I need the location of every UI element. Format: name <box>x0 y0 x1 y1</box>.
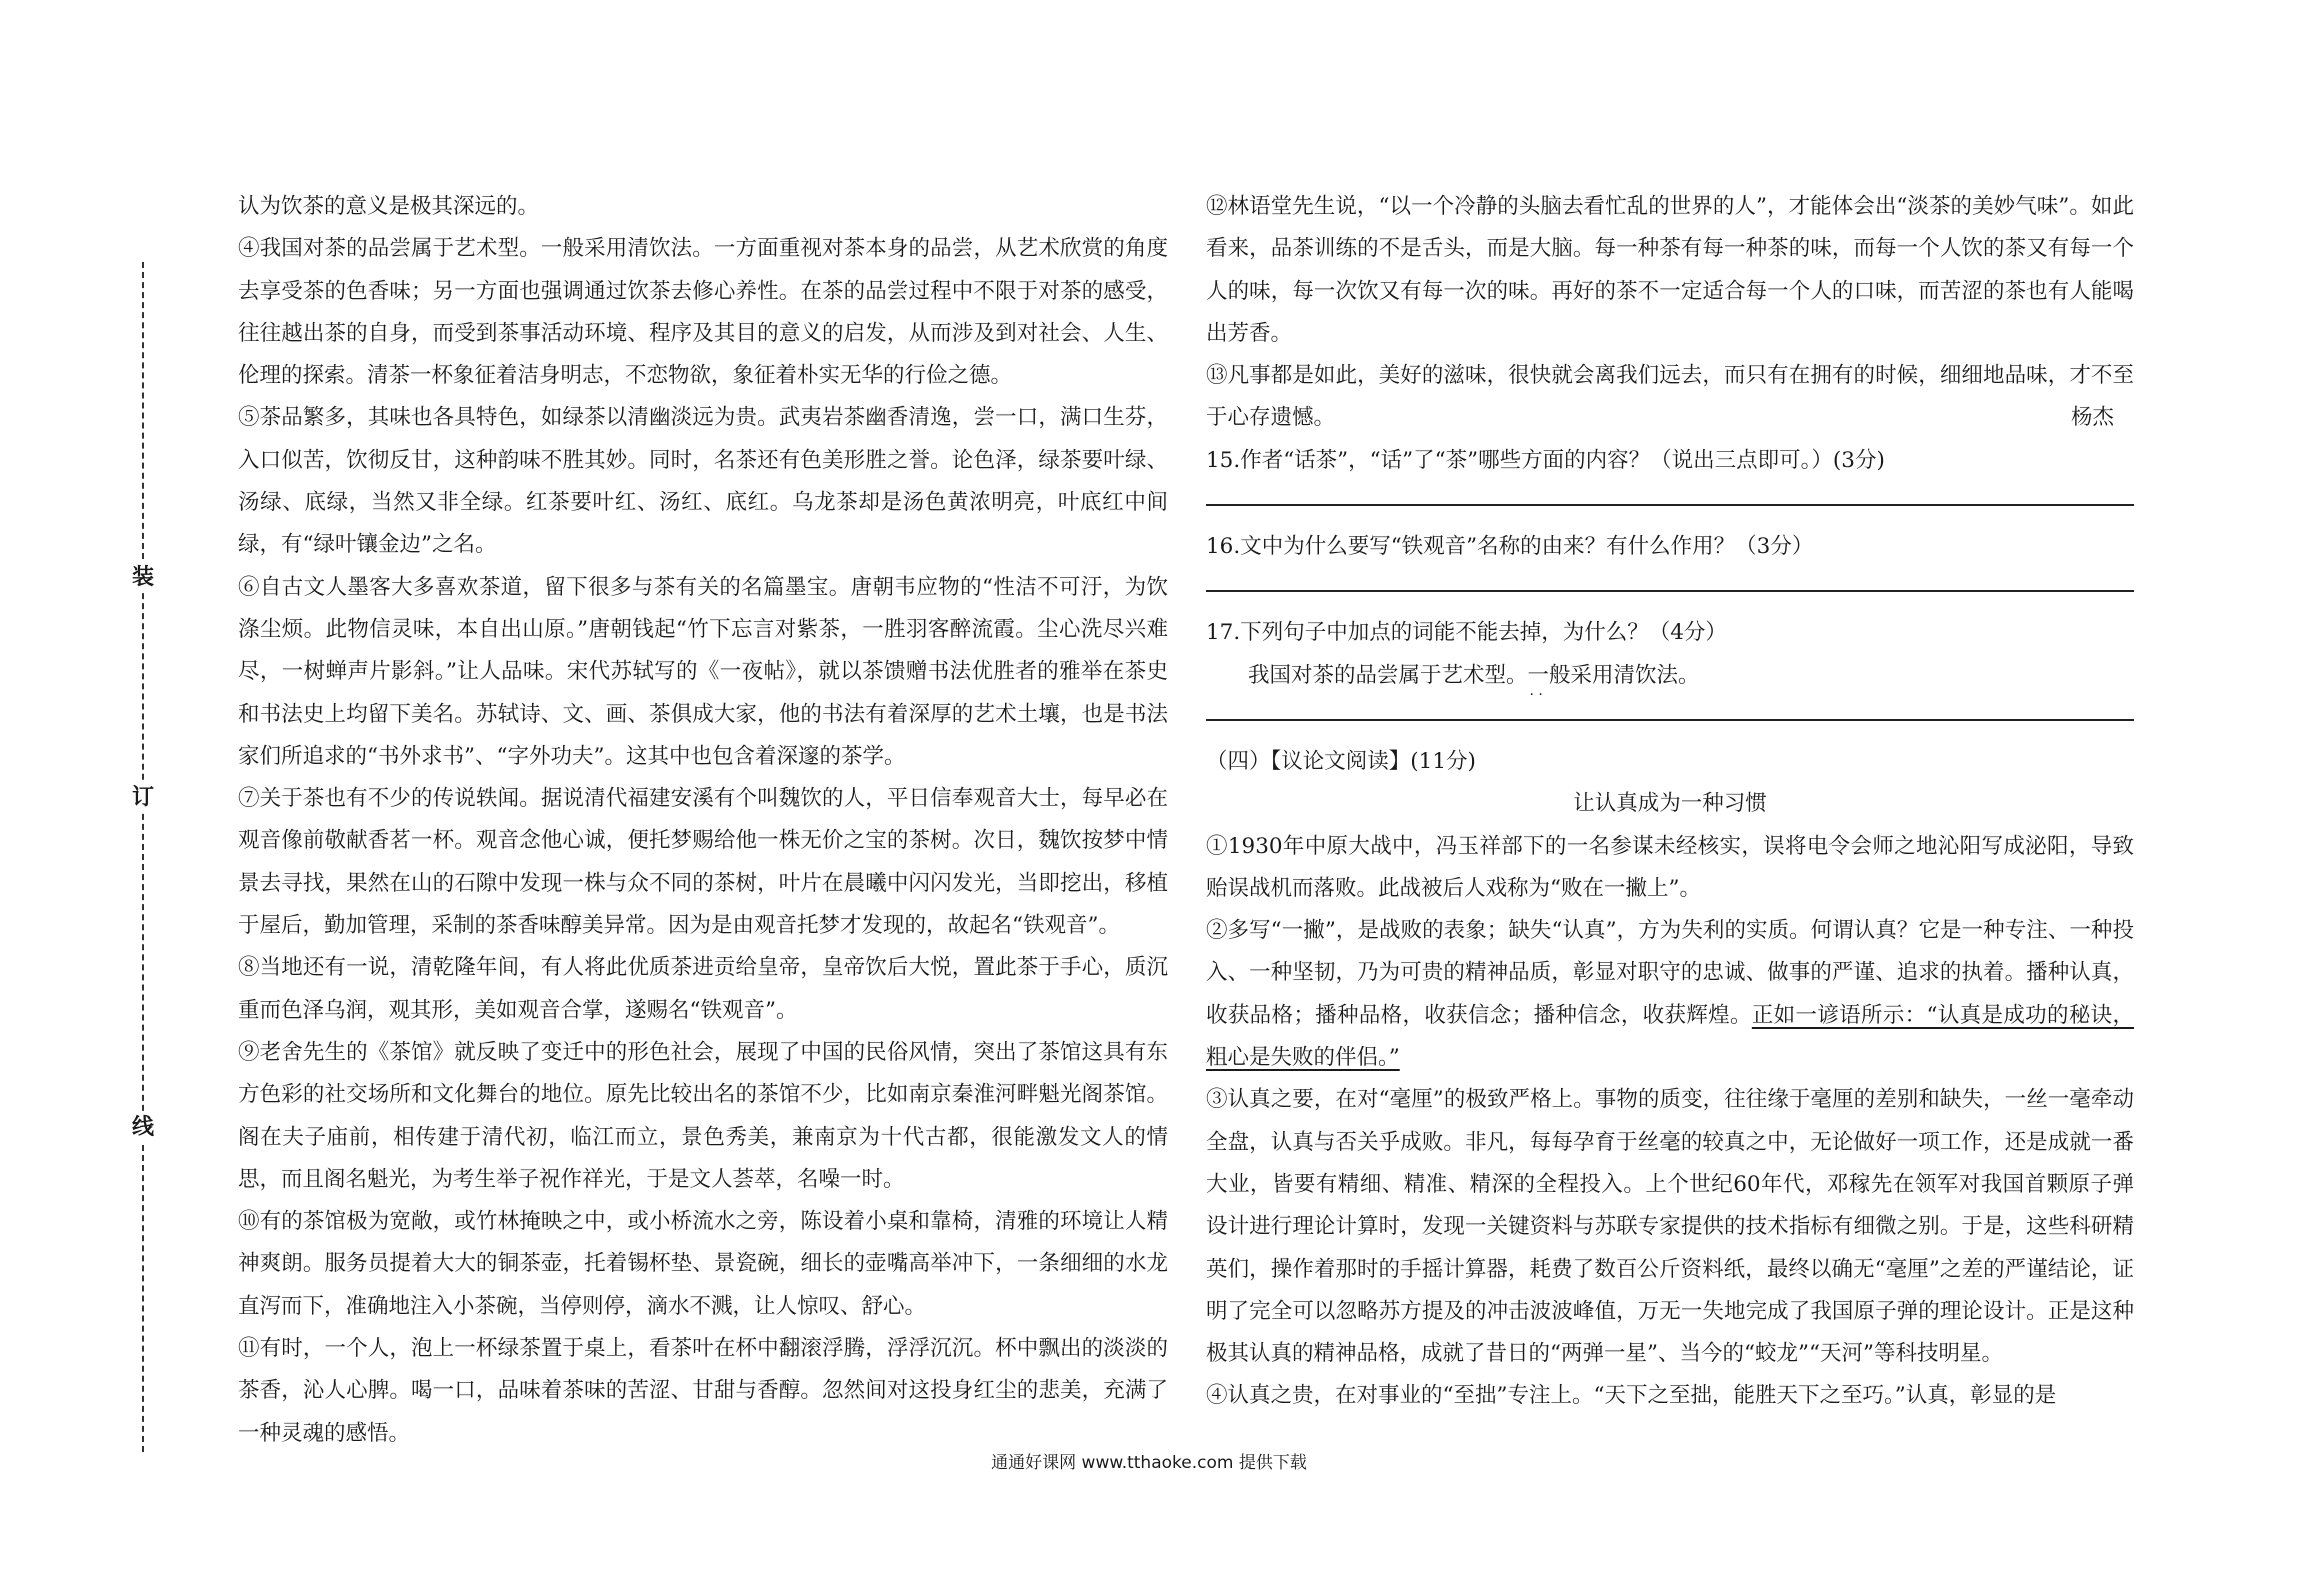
question-16: 16.文中为什么要写“铁观音”名称的由来？有什么作用？（3分） <box>1206 534 1814 560</box>
binding-margin <box>128 262 158 1452</box>
paragraph-12: ⑫林语堂先生说，“以一个冷静的头脑去看忙乱的世界的人”，才能体会出“淡茶的美妙气味”。如此看来，品茶训练的不是舌头，而是大脑。每一种茶有每一种茶的味，而每一个人饮的茶又有每一个人的味，每一次饮又有每一次的味。再好的茶不一定适合每一个人的口味，而苦涩的茶也有人能喝出芳香。 <box>1206 194 2134 346</box>
essay-title: 让认真成为一种习惯 <box>1573 791 1767 817</box>
left-paragraph: ⑨老舍先生的《茶馆》就反映了变迁中的形色社会，展现了中国的民俗风情，突出了茶馆这具有东方色彩的社交场所和文化舞台的地位。原先比较出名的茶馆不少，比如南京秦淮河畔魁光阁茶馆。阁在夫子庙前，相传建于清代初，临江而立，景色秀美，兼南京为十代古都，很能激发文人的情思，而且阁名魁光，为考生举子祝作祥光，于是文人荟萃，名噪一时。 <box>238 1039 1168 1192</box>
binding-mark-xian: 线 <box>128 1112 158 1142</box>
question-17-sentence-b: 采用清饮法。 <box>1570 662 1700 688</box>
left-paragraph: ④我国对茶的品尝属于艺术型。一般采用清饮法。一方面重视对茶本身的品尝，从艺术欣赏的角度去享受茶的色香味；另一方面也强调通过饮茶去修心养性。在茶的品尝过程中不限于对茶的感受，往往越出茶的自身，而受到茶事活动环境、程序及其目的意义的启发，从而涉及到对社会、人生、伦理的探索。清茶一杯象征着洁身明志，不恋物欲，象征着朴实无华的行俭之德。 <box>238 236 1168 389</box>
left-paragraph: ⑥自古文人墨客大多喜欢茶道，留下很多与茶有关的名篇墨宝。唐朝韦应物的“性洁不可汙，为饮涤尘烦。此物信灵味，本自出山原。”唐朝钱起“竹下忘言对紫茶，一胜羽客醉流霞。尘心洗尽兴难尽，一树蝉声片影斜。”让人品味。宋代苏轼写的《一夜帖》，就以茶馈赠书法优胜者的雅举在茶史和书法史上均留下美名。苏轼诗、文、画、茶俱成大家，他的书法有着深厚的艺术土壤，也是书法家们所追求的“书外求书”、“字外功夫”。这其中也包含着深邃的茶学。 <box>238 574 1168 769</box>
underlined-proverb: 正如一谚语所示：“认真是成功的秘诀，粗心是失败的伴侣。” <box>1206 1002 2134 1071</box>
left-column <box>238 186 1168 1455</box>
left-paragraph: ⑦关于茶也有不少的传说轶闻。据说清代福建安溪有个叫魏饮的人，平日信奉观音大士，每早必在观音像前敬献香茗一杯。观音念他心诚，便托梦赐给他一株无价之宝的茶树。次日，魏饮按梦中情景去寻找，果然在山的石隙中发现一株与众不同的茶树，叶片在晨曦中闪闪发光，当即挖出，移植于屋后，勤加管理，采制的茶香味醇美异常。因为是由观音托梦才发现的，故起名“铁观音”。 <box>238 786 1168 939</box>
question-17-sentence-a: 我国对茶的品尝属于艺术型。 <box>1248 662 1528 688</box>
essay-paragraph-4: ④认真之贵，在对事业的“至拙”专注上。“天下之至拙，能胜天下之至巧。”认真，彰显的是 <box>1206 1383 2057 1409</box>
essay-paragraph-1: ①1930年中原大战中，冯玉祥部下的一名参谋未经核实，误将电令会师之地沁阳写成泌阳，导致贻误战机而落败。此战被后人戏称为“败在一撇上”。 <box>1206 833 2134 901</box>
answer-line-15[interactable] <box>1206 482 2134 506</box>
essay-paragraph-3: ③认真之要，在对“毫厘”的极致严格上。事物的质变，往往缘于毫厘的差别和缺失，一丝一毫牵动全盘，认真与否关乎成败。非凡，每每孕育于丝毫的较真之中，无论做好一项工作，还是成就一番大业，皆要有精细、精准、精深的全程投入。上个世纪60年代，邓稼先在领军对我国首颗原子弹设计进行理论计算时，发现一关键资料与苏联专家提供的技术指标有细微之别。于是，这些科研精英们，操作着那时的手摇计算器，耗费了数百公斤资料纸，最终以确无“毫厘”之差的严谨结论，证明了完全可以忽略苏方提及的冲击波波峰值，万无一失地完成了我国原子弹的理论设计。正是这种极其认真的精神品格，成就了昔日的“两弹一星”、当今的“蛟龙”“天河”等科技明星。 <box>1206 1087 2134 1367</box>
section-heading: （四）【议论文阅读】(11分) <box>1206 748 1476 774</box>
answer-line-16[interactable] <box>1206 568 2134 592</box>
question-17: 17.下列句子中加点的词能不能去掉，为什么？（4分） <box>1206 620 1727 646</box>
binding-mark-ding: 订 <box>128 782 158 812</box>
left-paragraph: ⑧当地还有一说，清乾隆年间，有人将此优质茶进贡给皇帝，皇帝饮后大悦，置此茶于手心，质沉重而色泽乌润，观其形，美如观音合掌，遂赐名“铁观音”。 <box>238 955 1168 1023</box>
footer-credit: 通通好课网 www.tthaoke.com 提供下载 <box>991 1453 1307 1473</box>
binding-dashed-line <box>142 262 144 1452</box>
essay-paragraph-2 <box>1206 910 2134 1079</box>
question-15: 15.作者“话茶”，“话”了“茶”哪些方面的内容？（说出三点即可。）(3分) <box>1206 447 1885 473</box>
paragraph-13-text: ⑬凡事都是如此，美好的滋味，很快就会离我们远去，而只有在拥有的时候，细细地品味，才不至于心存遗憾。 <box>1206 363 2134 431</box>
right-column <box>1206 186 2134 1418</box>
left-paragraph: ⑤茶品繁多，其味也各具特色，如绿茶以清幽淡远为贵。武夷岩茶幽香清逸，尝一口，满口生芬，入口似苦，饮彻反甘，这种韵味不胜其妙。同时，名茶还有色美形胜之誉。论色泽，绿茶要叶绿、汤绿、底绿，当然又非全绿。红茶要叶红、汤红、底红。乌龙茶却是汤色黄浓明亮，叶底红中间绿，有“绿叶镶金边”之名。 <box>238 405 1168 558</box>
left-paragraph: ⑪有时，一个人，泡上一杯绿茶置于桌上，看茶叶在杯中翻滚浮腾，浮浮沉沉。杯中飘出的淡淡的茶香，沁人心脾。喝一口，品味着茶味的苦涩、甘甜与香醇。忽然间对这投身红尘的悲美，充满了一种灵魂的感悟。 <box>238 1336 1168 1446</box>
question-17-sentence <box>1206 655 2134 697</box>
author-name: 杨杰 <box>2070 405 2114 431</box>
paragraph-13 <box>1206 355 2134 440</box>
essay-paragraph-2-text: ②多写“一撇”，是战败的表象；缺失“认真”，方为失利的实质。何谓认真？它是一种专注、一种投入、一种坚韧，乃为可贵的精神品质，彰显对职守的忠诚、做事的严谨、追求的执着。播种认真，收获品格；播种品格，收获信念；播种信念，收获辉煌。 <box>1206 918 2134 1028</box>
answer-line-17[interactable] <box>1206 697 2134 721</box>
binding-mark-zhuang: 装 <box>128 562 158 592</box>
dotted-word: 一般 · · <box>1528 663 1571 688</box>
left-paragraph: ⑩有的茶馆极为宽敞，或竹林掩映之中，或小桥流水之旁，陈设着小桌和靠椅，清雅的环境让人精神爽朗。服务员提着大大的铜茶壶，托着锡杯垫、景瓷碗，细长的壶嘴高举冲下，一条细细的水龙直泻而下，准确地注入小茶碗，当停则停，滴水不溅，让人惊叹、舒心。 <box>238 1209 1168 1319</box>
left-paragraph: 认为饮茶的意义是极其深远的。 <box>238 194 540 219</box>
